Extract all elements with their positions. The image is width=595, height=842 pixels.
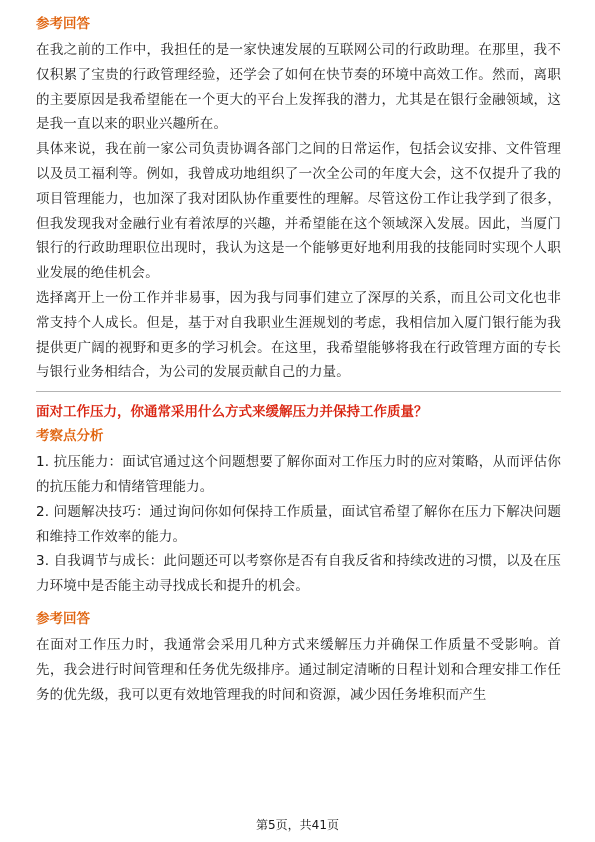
page-number: 第5页，共41页 (256, 818, 339, 832)
answer-paragraph: 在面对工作压力时，我通常会采用几种方式来缓解压力并确保工作质量不受影响。首先，我会进行时间管理和任务优先级排序。通过制定清晰的日程计划和合理安排工作任务的优先级，我可以更有效地管理我的时间和资源，减少因任务堆积而产生 (36, 636, 561, 703)
answer-paragraph: 具体来说，我在前一家公司负责协调各部门之间的日常运作，包括会议安排、文件管理以及员工福利等。例如，我曾成功地组织了一次全公司的年度大会，这不仅提升了我的项目管理能力，也加深了我对团队协作重要性的理解。尽管这份工作让我学到了很多，但我发现我对金融行业有着浓厚的兴趣，并希望能在这个领域深入发展。因此，当厦门银行的行政助理职位出现时，我认为这是一个能够更好地利用我的技能同时实现个人职业发展的绝佳机会。 (36, 141, 561, 282)
document-page (36, 14, 561, 707)
answer-heading: 参考回答 (36, 610, 90, 627)
question-title: 面对工作压力，你通常采用什么方式来缓解压力并保持工作质量？ (36, 404, 428, 421)
answer-heading: 参考回答 (36, 16, 90, 32)
answer-paragraph: 选择离开上一份工作并非易事，因为我与同事们建立了深厚的关系，而且公司文化也非常支持个人成长。但是，基于对自我职业生涯规划的考虑，我相信加入厦门银行能为我提供更广阔的视野和更多的学习机会。在这里，我希望能够将我在行政管理方面的专长与银行业务相结合，为公司的发展贡献自己的力量。 (36, 289, 561, 381)
answer-paragraph: 在我之前的工作中，我担任的是一家快速发展的互联网公司的行政助理。在那里，我不仅积累了宝贵的行政管理经验，还学会了如何在快节奏的环境中高效工作。然而，离职的主要原因是我希望能在一个更大的平台上发挥我的潜力，尤其是在银行金融领域，这是我一直以来的职业兴趣所在。 (36, 42, 561, 133)
analysis-item: 2. 问题解决技巧：通过询问你如何保持工作质量，面试官希望了解你在压力下解决问题和维持工作效率的能力。 (36, 503, 561, 545)
section-divider (36, 391, 561, 392)
analysis-item: 3. 自我调节与成长：此问题还可以考察你是否有自我反省和持续改进的习惯，以及在压力环境中是否能主动寻找成长和提升的机会。 (36, 553, 561, 595)
analysis-heading: 考察点分析 (36, 428, 104, 445)
analysis-item: 1. 抗压能力：面试官通过这个问题想要了解你面对工作压力时的应对策略，从而评估你的抗压能力和情绪管理能力。 (36, 454, 561, 495)
